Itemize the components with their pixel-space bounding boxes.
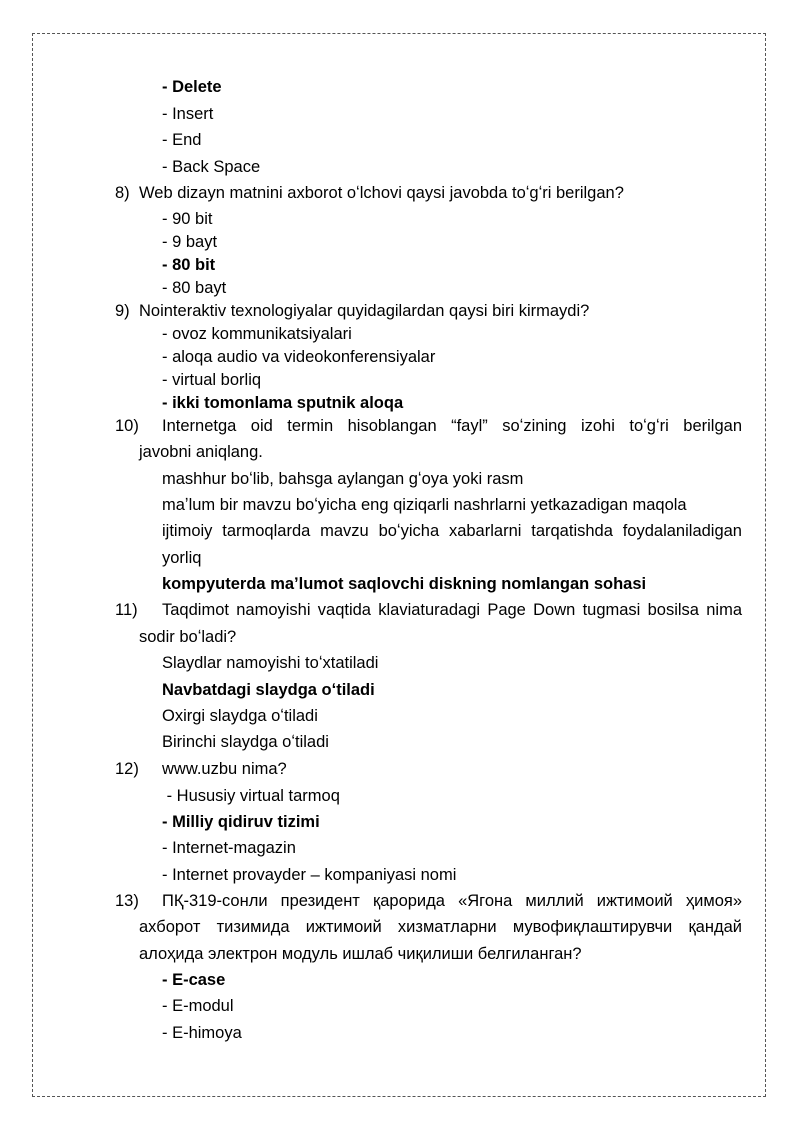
option-correct: - E-case <box>162 971 226 989</box>
question-text: Taqdimot namoyishi vaqtida klaviaturadagi Page Down tugmasi bosilsa nima <box>162 601 742 619</box>
option: - 90 bit <box>162 210 213 228</box>
option: - Internet-magazin <box>162 839 296 857</box>
question-number: 9) <box>115 302 130 320</box>
option: - 80 bayt <box>162 279 227 297</box>
option-correct: - Milliy qidiruv tizimi <box>162 813 320 831</box>
option: Oxirgi slaydga oʻtiladi <box>162 707 318 725</box>
option: Slaydlar namoyishi toʻxtatiladi <box>162 654 379 672</box>
option-correct: - Delete <box>162 78 222 96</box>
option: - 9 bayt <box>162 233 218 251</box>
option: - Insert <box>162 105 214 123</box>
option: - E-himoya <box>162 1024 242 1042</box>
question-number: 8) <box>115 184 130 202</box>
question-number: 13) <box>115 892 139 910</box>
question-text-cont: javobni aniqlang. <box>139 443 263 461</box>
option: - Internet provayder – kompaniyasi nomi <box>162 866 457 884</box>
option-correct: kompyuterda maʼlumot saqlovchi diskning nomlangan sohasi <box>162 575 647 593</box>
option: - End <box>162 131 202 149</box>
option-correct: - 80 bit <box>162 256 216 274</box>
option: - E-modul <box>162 997 234 1015</box>
option: - Back Space <box>162 158 261 176</box>
option: - virtual borliq <box>162 371 262 389</box>
question-text-cont: алоҳида электрон модуль ишлаб чиқилиши белгиланган? <box>139 945 582 963</box>
question-number: 10) <box>115 417 139 435</box>
question-text: ПҚ-319-сонли президент қарорида «Ягона миллий ижтимоий ҳимоя» <box>162 892 742 910</box>
option: ijtimoiy tarmoqlarda mavzu boʻyicha xabarlarni tarqatishda foydalaniladigan <box>162 522 742 540</box>
option-correct: Navbatdagi slaydga oʻtiladi <box>162 681 375 699</box>
question-text: Web dizayn matnini axborot oʻlchovi qaysi javobda toʻgʻri berilgan? <box>139 184 624 202</box>
option: mashhur boʻlib, bahsga aylangan gʻoya yoki rasm <box>162 470 524 488</box>
option-correct: - ikki tomonlama sputnik aloqa <box>162 394 404 412</box>
question-text: Nointeraktiv texnologiyalar quyidagilardan qaysi biri kirmaydi? <box>139 302 590 320</box>
option: Birinchi slaydga oʻtiladi <box>162 733 329 751</box>
question-text: Internetga oid termin hisoblangan “fayl” soʻzining izohi toʻgʻri berilgan <box>162 417 742 435</box>
option: - ovoz kommunikatsiyalari <box>162 325 352 343</box>
question-text: www.uzbu nima? <box>162 760 287 778</box>
question-number: 11) <box>115 601 138 619</box>
option: - aloqa audio va videokonferensiyalar <box>162 348 436 366</box>
question-number: 12) <box>115 760 139 778</box>
option-cont: yorliq <box>162 549 202 567</box>
question-text-cont: ахборот тизимида ижтимоий хизматларни мувофиқлаштирувчи қандай <box>139 918 742 936</box>
option: maʼlum bir mavzu boʻyicha eng qiziqarli nashrlarni yetkazadigan maqola <box>162 496 687 514</box>
option: - Hususiy virtual tarmoq <box>162 787 340 805</box>
question-text-cont: sodir boʻladi? <box>139 628 237 646</box>
